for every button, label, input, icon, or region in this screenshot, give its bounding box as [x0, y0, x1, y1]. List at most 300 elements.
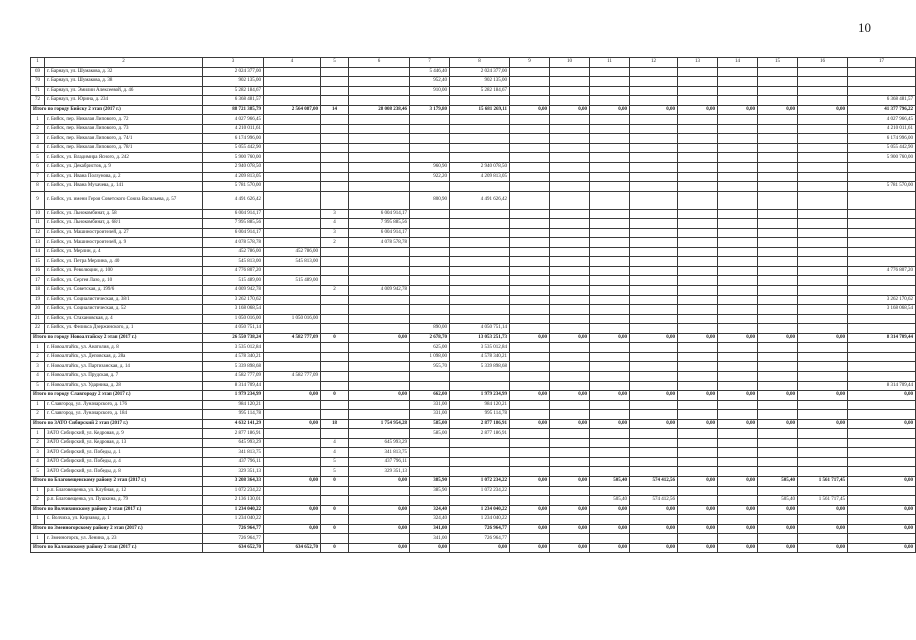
- value-cell: 515 489,00: [264, 276, 321, 286]
- value-cell: [349, 77, 410, 87]
- value-cell: [848, 515, 916, 525]
- value-cell: [264, 124, 321, 134]
- value-cell: [321, 134, 349, 144]
- value-cell: 7 995 885,56: [203, 219, 264, 229]
- value-cell: [758, 182, 798, 192]
- table-row: [31, 295, 916, 305]
- value-cell: 2 024 377,00: [203, 67, 264, 77]
- value-cell: [718, 343, 758, 353]
- subtotal-cell: 0,00: [718, 333, 758, 343]
- subtotal-cell: 0,00: [848, 476, 916, 486]
- value-cell: [264, 266, 321, 276]
- value-cell: [321, 153, 349, 163]
- value-cell: [510, 219, 550, 229]
- address-cell: г. Бийск, ул. Машиностроителей, д. 9: [45, 238, 203, 248]
- value-cell: [678, 496, 718, 506]
- value-cell: [798, 228, 848, 238]
- value-cell: [550, 77, 590, 87]
- subtotal-cell: 0,00: [630, 333, 678, 343]
- row-number: 21: [31, 314, 45, 324]
- value-cell: [718, 115, 758, 125]
- value-cell: [630, 362, 678, 372]
- subtotal-cell: 505,40: [758, 476, 798, 486]
- value-cell: [848, 343, 916, 353]
- address-cell: ЗАТО Сибирский, ул. Победы, д. 1: [45, 448, 203, 458]
- subtotal-cell: 0,00: [510, 505, 550, 515]
- value-cell: [550, 305, 590, 315]
- value-cell: 4 491 626,42: [450, 191, 510, 209]
- value-cell: [264, 286, 321, 296]
- value-cell: 2 877 186,91: [450, 429, 510, 439]
- value-cell: [264, 228, 321, 238]
- table-row: [31, 238, 916, 248]
- address-cell: г. Барнаул, ул. Юрина, д. 234: [45, 96, 203, 106]
- value-cell: [758, 295, 798, 305]
- table-row: [31, 266, 916, 276]
- address-cell: г. Бийск, ул. Машиностроителей, д. 27: [45, 228, 203, 238]
- value-cell: [550, 324, 590, 334]
- subtotal-cell: 0,00: [550, 543, 590, 553]
- value-cell: [510, 362, 550, 372]
- value-cell: [264, 362, 321, 372]
- address-cell: г. Бийск, ул. Социалистическая, д. 38/1: [45, 295, 203, 305]
- value-cell: [590, 191, 630, 209]
- row-number: 3: [31, 362, 45, 372]
- value-cell: [678, 124, 718, 134]
- table-row: [31, 286, 916, 296]
- value-cell: [450, 257, 510, 267]
- value-cell: [678, 314, 718, 324]
- value-cell: [590, 153, 630, 163]
- value-cell: [678, 115, 718, 125]
- subtotal-cell: 0,00: [798, 333, 848, 343]
- value-cell: [798, 438, 848, 448]
- value-cell: [510, 124, 550, 134]
- data-table: [30, 57, 916, 553]
- value-cell: 4 209 813,05: [450, 172, 510, 182]
- value-cell: [510, 276, 550, 286]
- subtotal-cell: 0: [321, 524, 349, 534]
- value-cell: [678, 257, 718, 267]
- value-cell: [798, 381, 848, 391]
- value-cell: [798, 534, 848, 544]
- value-cell: 4 582 777,09: [264, 371, 321, 381]
- table-row: [31, 534, 916, 544]
- row-number: 1: [31, 534, 45, 544]
- value-cell: [718, 362, 758, 372]
- value-cell: 1 050 016,00: [264, 314, 321, 324]
- value-cell: [678, 410, 718, 420]
- table-row: [31, 496, 916, 506]
- value-cell: [718, 182, 758, 192]
- value-cell: [848, 467, 916, 477]
- value-cell: [630, 191, 678, 209]
- value-cell: [264, 467, 321, 477]
- subtotal-cell: 2 678,70: [410, 333, 450, 343]
- table-row: [31, 381, 916, 391]
- row-number: 5: [31, 153, 45, 163]
- value-cell: [798, 371, 848, 381]
- value-cell: [510, 457, 550, 467]
- value-cell: [550, 286, 590, 296]
- value-cell: [798, 429, 848, 439]
- subtotal-cell: 0,00: [678, 105, 718, 115]
- value-cell: 505,40: [590, 496, 630, 506]
- subtotal-label: Итого по Волчихинскому району 2 этап (2017 г.): [31, 505, 203, 515]
- value-cell: [450, 134, 510, 144]
- value-cell: 952,40: [410, 77, 450, 87]
- value-cell: [510, 228, 550, 238]
- row-number: 3: [31, 134, 45, 144]
- value-cell: [718, 219, 758, 229]
- address-cell: г. Бийск, ул. Мерлин, д. 4: [45, 247, 203, 257]
- value-cell: [410, 448, 450, 458]
- table-row: [31, 247, 916, 257]
- table-row: [31, 343, 916, 353]
- row-number: 14: [31, 247, 45, 257]
- value-cell: [718, 438, 758, 448]
- value-cell: [630, 515, 678, 525]
- value-cell: [321, 247, 349, 257]
- value-cell: 4 210 011,61: [203, 124, 264, 134]
- value-cell: [450, 457, 510, 467]
- value-cell: 437 796,11: [203, 457, 264, 467]
- value-cell: [630, 182, 678, 192]
- address-cell: г. Бийск, ул. Ивана Ползунова, д. 2: [45, 172, 203, 182]
- address-cell: с. Волчиха, ул. Кирзавод, д. 1: [45, 515, 203, 525]
- value-cell: 585,00: [410, 429, 450, 439]
- value-cell: [349, 410, 410, 420]
- value-cell: [264, 77, 321, 87]
- table-row: [31, 457, 916, 467]
- value-cell: 7 995 885,56: [349, 219, 410, 229]
- value-cell: [410, 457, 450, 467]
- value-cell: [510, 257, 550, 267]
- value-cell: [550, 381, 590, 391]
- value-cell: [349, 86, 410, 96]
- value-cell: [718, 286, 758, 296]
- value-cell: [550, 295, 590, 305]
- value-cell: 5 781 570,00: [848, 182, 916, 192]
- value-cell: 4: [321, 448, 349, 458]
- value-cell: [590, 86, 630, 96]
- value-cell: [450, 228, 510, 238]
- value-cell: [630, 467, 678, 477]
- table-row: [31, 115, 916, 125]
- row-number: 16: [31, 266, 45, 276]
- subtotal-cell: 0,00: [349, 505, 410, 515]
- value-cell: [678, 305, 718, 315]
- value-cell: [590, 457, 630, 467]
- value-cell: [758, 96, 798, 106]
- value-cell: [630, 86, 678, 96]
- value-cell: [550, 163, 590, 173]
- value-cell: [590, 163, 630, 173]
- value-cell: [718, 305, 758, 315]
- value-cell: [510, 486, 550, 496]
- page-number: 10: [858, 20, 871, 35]
- value-cell: [630, 266, 678, 276]
- value-cell: [718, 209, 758, 219]
- value-cell: [349, 143, 410, 153]
- value-cell: [798, 352, 848, 362]
- value-cell: [848, 438, 916, 448]
- subtotal-cell: 0,00: [590, 524, 630, 534]
- value-cell: [848, 534, 916, 544]
- subtotal-cell: 0,00: [550, 105, 590, 115]
- value-cell: [630, 257, 678, 267]
- value-cell: [264, 429, 321, 439]
- value-cell: [590, 67, 630, 77]
- table-row: [31, 362, 916, 372]
- value-cell: [718, 448, 758, 458]
- value-cell: [264, 134, 321, 144]
- value-cell: 4 050 751,14: [450, 324, 510, 334]
- value-cell: [848, 67, 916, 77]
- value-cell: 5 446,40: [410, 67, 450, 77]
- value-cell: [630, 410, 678, 420]
- value-cell: [758, 457, 798, 467]
- value-cell: [590, 448, 630, 458]
- value-cell: [758, 352, 798, 362]
- value-cell: [264, 209, 321, 219]
- value-cell: [718, 496, 758, 506]
- value-cell: [718, 534, 758, 544]
- value-cell: 3 535 012,84: [203, 343, 264, 353]
- value-cell: [450, 305, 510, 315]
- subtotal-cell: 2 877 186,91: [450, 419, 510, 429]
- value-cell: [590, 115, 630, 125]
- value-cell: 329 351,13: [203, 467, 264, 477]
- value-cell: [630, 314, 678, 324]
- value-cell: [798, 295, 848, 305]
- value-cell: [510, 496, 550, 506]
- subtotal-cell: 0,00: [264, 391, 321, 401]
- value-cell: [321, 429, 349, 439]
- value-cell: [798, 124, 848, 134]
- row-number: 4: [31, 457, 45, 467]
- value-cell: [630, 534, 678, 544]
- value-cell: 4 009 942,78: [203, 286, 264, 296]
- value-cell: [678, 400, 718, 410]
- value-cell: [630, 438, 678, 448]
- subtotal-cell: 0,00: [848, 419, 916, 429]
- value-cell: [349, 172, 410, 182]
- value-cell: [349, 305, 410, 315]
- address-cell: г. Бийск, ул. Советская, д. 199/6: [45, 286, 203, 296]
- value-cell: [798, 172, 848, 182]
- value-cell: [321, 314, 349, 324]
- value-cell: [630, 448, 678, 458]
- value-cell: [321, 276, 349, 286]
- value-cell: [630, 486, 678, 496]
- value-cell: [758, 486, 798, 496]
- value-cell: [510, 163, 550, 173]
- value-cell: [349, 124, 410, 134]
- subtotal-row: [31, 105, 916, 115]
- value-cell: [678, 295, 718, 305]
- table-row: [31, 143, 916, 153]
- value-cell: [590, 486, 630, 496]
- table-row: [31, 467, 916, 477]
- subtotal-cell: 0,00: [590, 333, 630, 343]
- value-cell: [450, 314, 510, 324]
- value-cell: [550, 276, 590, 286]
- value-cell: 6 004 914,17: [203, 228, 264, 238]
- value-cell: [798, 134, 848, 144]
- address-cell: р.п. Благовещенка, ул. Пушкина, д. 79: [45, 496, 203, 506]
- value-cell: 4 582 777,09: [203, 371, 264, 381]
- subtotal-label: Итого по Благовещенскому району 2 этап (2017 г.): [31, 476, 203, 486]
- value-cell: [410, 228, 450, 238]
- value-cell: [349, 115, 410, 125]
- value-cell: [678, 467, 718, 477]
- value-cell: 341 813,75: [203, 448, 264, 458]
- value-cell: [450, 371, 510, 381]
- value-cell: [678, 534, 718, 544]
- subtotal-cell: 0,00: [758, 105, 798, 115]
- value-cell: [550, 457, 590, 467]
- subtotal-cell: 0,00: [264, 419, 321, 429]
- value-cell: [590, 295, 630, 305]
- value-cell: [718, 324, 758, 334]
- value-cell: 1 098,00: [410, 352, 450, 362]
- value-cell: [848, 172, 916, 182]
- value-cell: [758, 438, 798, 448]
- address-cell: г. Новоалтайск, ул. Деповская, д. 28а: [45, 352, 203, 362]
- subtotal-cell: 0,00: [630, 105, 678, 115]
- value-cell: [848, 228, 916, 238]
- value-cell: [510, 172, 550, 182]
- value-cell: [630, 381, 678, 391]
- value-cell: [510, 143, 550, 153]
- subtotal-cell: 0,00: [758, 505, 798, 515]
- value-cell: [321, 324, 349, 334]
- header-cell: 15: [758, 58, 798, 68]
- value-cell: [718, 429, 758, 439]
- subtotal-cell: 662,00: [410, 391, 450, 401]
- value-cell: [758, 219, 798, 229]
- value-cell: [510, 182, 550, 192]
- value-cell: [718, 371, 758, 381]
- value-cell: [798, 362, 848, 372]
- value-cell: [798, 182, 848, 192]
- value-cell: [630, 96, 678, 106]
- value-cell: [349, 266, 410, 276]
- subtotal-cell: 13 053 251,73: [450, 333, 510, 343]
- value-cell: [590, 209, 630, 219]
- value-cell: [718, 457, 758, 467]
- address-cell: г. Барнаул, ул. Шумакова, д. 38: [45, 77, 203, 87]
- value-cell: [590, 182, 630, 192]
- address-cell: г. Бийск, ул. имени Героя Советского Союза Васильева, д. 57: [45, 191, 203, 209]
- row-number: 12: [31, 228, 45, 238]
- value-cell: [630, 295, 678, 305]
- value-cell: [264, 438, 321, 448]
- table-row: [31, 134, 916, 144]
- value-cell: [718, 257, 758, 267]
- subtotal-cell: 0,00: [678, 333, 718, 343]
- table-row: [31, 96, 916, 106]
- subtotal-cell: 18: [321, 419, 349, 429]
- row-number: 1: [31, 115, 45, 125]
- value-cell: 2 024 377,00: [450, 67, 510, 77]
- header-cell: 11: [590, 58, 630, 68]
- subtotal-cell: 1 561 717,45: [798, 476, 848, 486]
- table-row: [31, 163, 916, 173]
- row-number: 1: [31, 343, 45, 353]
- value-cell: [758, 143, 798, 153]
- value-cell: [450, 247, 510, 257]
- value-cell: [798, 191, 848, 209]
- value-cell: [321, 352, 349, 362]
- value-cell: 329 351,13: [349, 467, 410, 477]
- value-cell: [848, 257, 916, 267]
- value-cell: [758, 286, 798, 296]
- value-cell: [450, 438, 510, 448]
- value-cell: [678, 457, 718, 467]
- value-cell: 4: [321, 219, 349, 229]
- subtotal-label: Итого по городу Славгороду 2 этап (2017 г.): [31, 391, 203, 401]
- subtotal-cell: 726 964,77: [450, 524, 510, 534]
- subtotal-cell: 0,00: [264, 505, 321, 515]
- value-cell: [678, 448, 718, 458]
- value-cell: [410, 238, 450, 248]
- subtotal-cell: 0,00: [590, 419, 630, 429]
- value-cell: [590, 314, 630, 324]
- value-cell: 800,90: [410, 191, 450, 209]
- subtotal-cell: 1 072 234,22: [450, 476, 510, 486]
- value-cell: [264, 295, 321, 305]
- value-cell: [758, 448, 798, 458]
- value-cell: [630, 124, 678, 134]
- subtotal-cell: 0,00: [798, 543, 848, 553]
- subtotal-cell: 0,00: [550, 476, 590, 486]
- value-cell: [630, 343, 678, 353]
- subtotal-cell: 0: [321, 505, 349, 515]
- value-cell: [321, 172, 349, 182]
- value-cell: [590, 438, 630, 448]
- value-cell: 3 262 170,62: [203, 295, 264, 305]
- value-cell: 984 120,21: [203, 400, 264, 410]
- value-cell: [321, 86, 349, 96]
- value-cell: [848, 191, 916, 209]
- value-cell: [349, 153, 410, 163]
- subtotal-cell: 634 652,70: [203, 543, 264, 553]
- value-cell: [510, 467, 550, 477]
- value-cell: 5 339 898,68: [203, 362, 264, 372]
- value-cell: [550, 467, 590, 477]
- value-cell: [550, 410, 590, 420]
- header-cell: 7: [410, 58, 450, 68]
- value-cell: [758, 362, 798, 372]
- value-cell: [321, 371, 349, 381]
- value-cell: 4 578 340,21: [450, 352, 510, 362]
- table-row: [31, 209, 916, 219]
- value-cell: 625,00: [410, 343, 450, 353]
- value-cell: [264, 381, 321, 391]
- value-cell: [550, 534, 590, 544]
- value-cell: [590, 410, 630, 420]
- value-cell: [678, 172, 718, 182]
- value-cell: [798, 324, 848, 334]
- value-cell: [264, 96, 321, 106]
- value-cell: [758, 163, 798, 173]
- subtotal-cell: 0,00: [510, 476, 550, 486]
- value-cell: [590, 400, 630, 410]
- value-cell: [798, 286, 848, 296]
- subtotal-cell: 0,00: [678, 543, 718, 553]
